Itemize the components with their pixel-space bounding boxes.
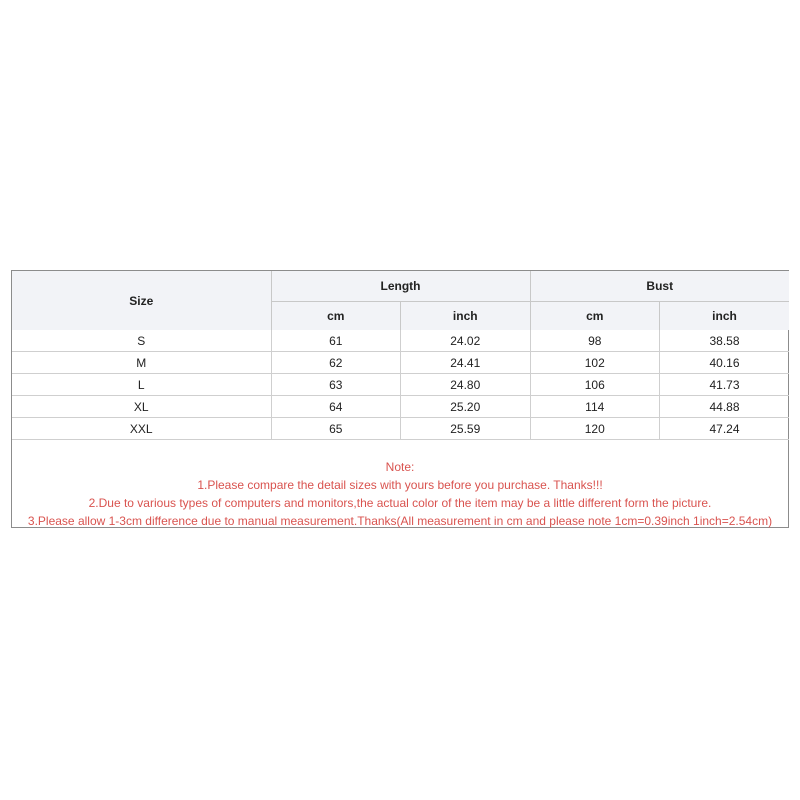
length-cm-header: cm (271, 302, 401, 331)
length-cm-cell: 61 (271, 330, 401, 352)
size-column-header: Size (12, 271, 271, 330)
bust-cm-cell: 98 (530, 330, 660, 352)
length-inch-cell: 24.80 (401, 374, 531, 396)
size-chart (11, 270, 789, 528)
bust-inch-cell: 47.24 (660, 418, 790, 440)
size-cell: S (12, 330, 271, 352)
bust-cm-header: cm (530, 302, 660, 331)
table-row (12, 374, 789, 396)
bust-inch-header: inch (660, 302, 790, 331)
table-row (12, 330, 789, 352)
length-inch-header: inch (401, 302, 531, 331)
length-cm-cell: 64 (271, 396, 401, 418)
bust-inch-cell: 38.58 (660, 330, 790, 352)
table-row (12, 418, 789, 440)
size-cell: XL (12, 396, 271, 418)
length-inch-cell: 24.02 (401, 330, 531, 352)
note-line-1: 1.Please compare the detail sizes with yours before you purchase. Thanks!!! (197, 478, 603, 492)
length-cm-cell: 63 (271, 374, 401, 396)
length-cm-cell: 65 (271, 418, 401, 440)
bust-inch-cell: 40.16 (660, 352, 790, 374)
table-row (12, 396, 789, 418)
length-inch-cell: 25.20 (401, 396, 531, 418)
notes-section (12, 440, 788, 530)
bust-inch-cell: 41.73 (660, 374, 790, 396)
bust-inch-cell: 44.88 (660, 396, 790, 418)
size-table (12, 271, 789, 440)
length-inch-cell: 24.41 (401, 352, 531, 374)
bust-cm-cell: 114 (530, 396, 660, 418)
bust-cm-cell: 102 (530, 352, 660, 374)
header-row-groups (12, 271, 789, 302)
size-cell: L (12, 374, 271, 396)
note-line-2: 2.Due to various types of computers and monitors,the actual color of the item may be a little different form the picture. (88, 496, 712, 510)
bust-cm-cell: 120 (530, 418, 660, 440)
table-row (12, 352, 789, 374)
length-inch-cell: 25.59 (401, 418, 531, 440)
note-line-3: 3.Please allow 1-3cm difference due to manual measurement.Thanks(All measurement in cm and please note 1cm=0.39inch 1inch=2.54cm) (27, 514, 773, 528)
length-group-header: Length (271, 271, 530, 302)
length-cm-cell: 62 (271, 352, 401, 374)
note-title: Note: (385, 460, 415, 474)
size-cell: M (12, 352, 271, 374)
bust-cm-cell: 106 (530, 374, 660, 396)
size-cell: XXL (12, 418, 271, 440)
bust-group-header: Bust (530, 271, 789, 302)
